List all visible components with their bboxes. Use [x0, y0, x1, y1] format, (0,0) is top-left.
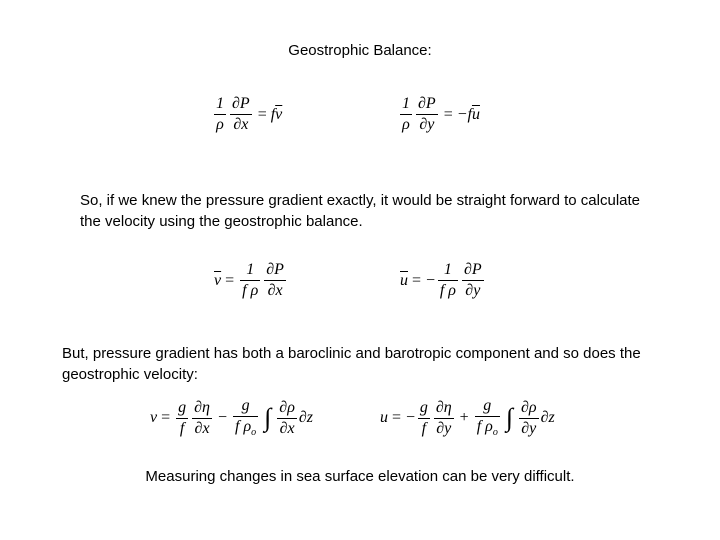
fraction: $\frac{\partial\rho}{\partial y}$ — [520, 398, 537, 437]
fraction: $\frac{\partial P}{\partial y}$ — [463, 261, 482, 299]
fraction: $\frac{g}{f}$ — [178, 398, 187, 437]
equation-geostrophic-x: $\frac{1}{\rho}$ $\frac{\partial P}{\partial x}$ = f $\overline{v}$ — [216, 95, 283, 133]
fraction: $\frac{\partial P}{\partial x}$ — [232, 95, 250, 133]
fraction: $\frac{g}{f \rho_o}$ — [235, 397, 257, 438]
paragraph-pressure-gradient: So, if we knew the pressure gradient exactly, it would be straight forward to calculate the velocity using the geostrophic balance. — [80, 192, 641, 230]
fraction: $\frac{g}{f}$ — [419, 398, 428, 437]
slide-title: Geostrophic Balance: — [288, 42, 432, 59]
fraction: $\frac{1}{\text{f ρ}}$ — [242, 261, 259, 299]
equation-baroclinic-v: v = $\frac{g}{f}$ $\frac{\partial\eta}{\partial x}$ − $\frac{g}{f \rho_o}$ ∫ $\frac{\partial\rho}{\partial x}$ ∂z — [150, 397, 314, 438]
fraction: $\frac{1}{\rho}$ — [216, 95, 224, 133]
fraction: $\frac{\partial P}{\partial y}$ — [418, 95, 436, 133]
fraction: $\frac{\partial\eta}{\partial y}$ — [435, 398, 452, 437]
fraction: $\frac{\partial P}{\partial x}$ — [266, 261, 284, 299]
closing-statement: Measuring changes in sea surface elevation can be very difficult. — [145, 468, 575, 485]
equation-baroclinic-u: u = − $\frac{g}{f}$ $\frac{\partial\eta}{\partial y}$ + $\frac{g}{f \rho_o}$ ∫ $\frac{\partial\rho}{\partial y}$ ∂z — [380, 397, 555, 438]
paragraph-baroclinic: But, pressure gradient has both a baroclinic and barotropic component and so does the geostrophic velocity: — [62, 345, 641, 383]
equation-velocity-u: $\overline{u}$ = − $\frac{1}{\text{f ρ}}$ $\frac{\partial P}{\partial y}$ — [400, 261, 482, 299]
fraction: $\frac{\partial\rho}{\partial x}$ — [279, 398, 295, 437]
fraction: $\frac{\partial\eta}{\partial x}$ — [194, 398, 210, 437]
fraction: $\frac{1}{\text{f ρ}}$ — [439, 261, 456, 299]
equation-velocity-v: $\overline{v}$ = $\frac{1}{\text{f ρ}}$ $\frac{\partial P}{\partial x}$ — [214, 261, 284, 299]
integral-sign: ∫ — [264, 403, 272, 432]
integral-sign: ∫ — [505, 403, 513, 432]
fraction: $\frac{g}{f \rho_o}$ — [476, 397, 498, 438]
equation-geostrophic-y: $\frac{1}{\rho}$ $\frac{\partial P}{\partial y}$ = − f $\overline{u}$ — [402, 95, 480, 133]
fraction: $\frac{1}{\rho}$ — [402, 95, 410, 133]
